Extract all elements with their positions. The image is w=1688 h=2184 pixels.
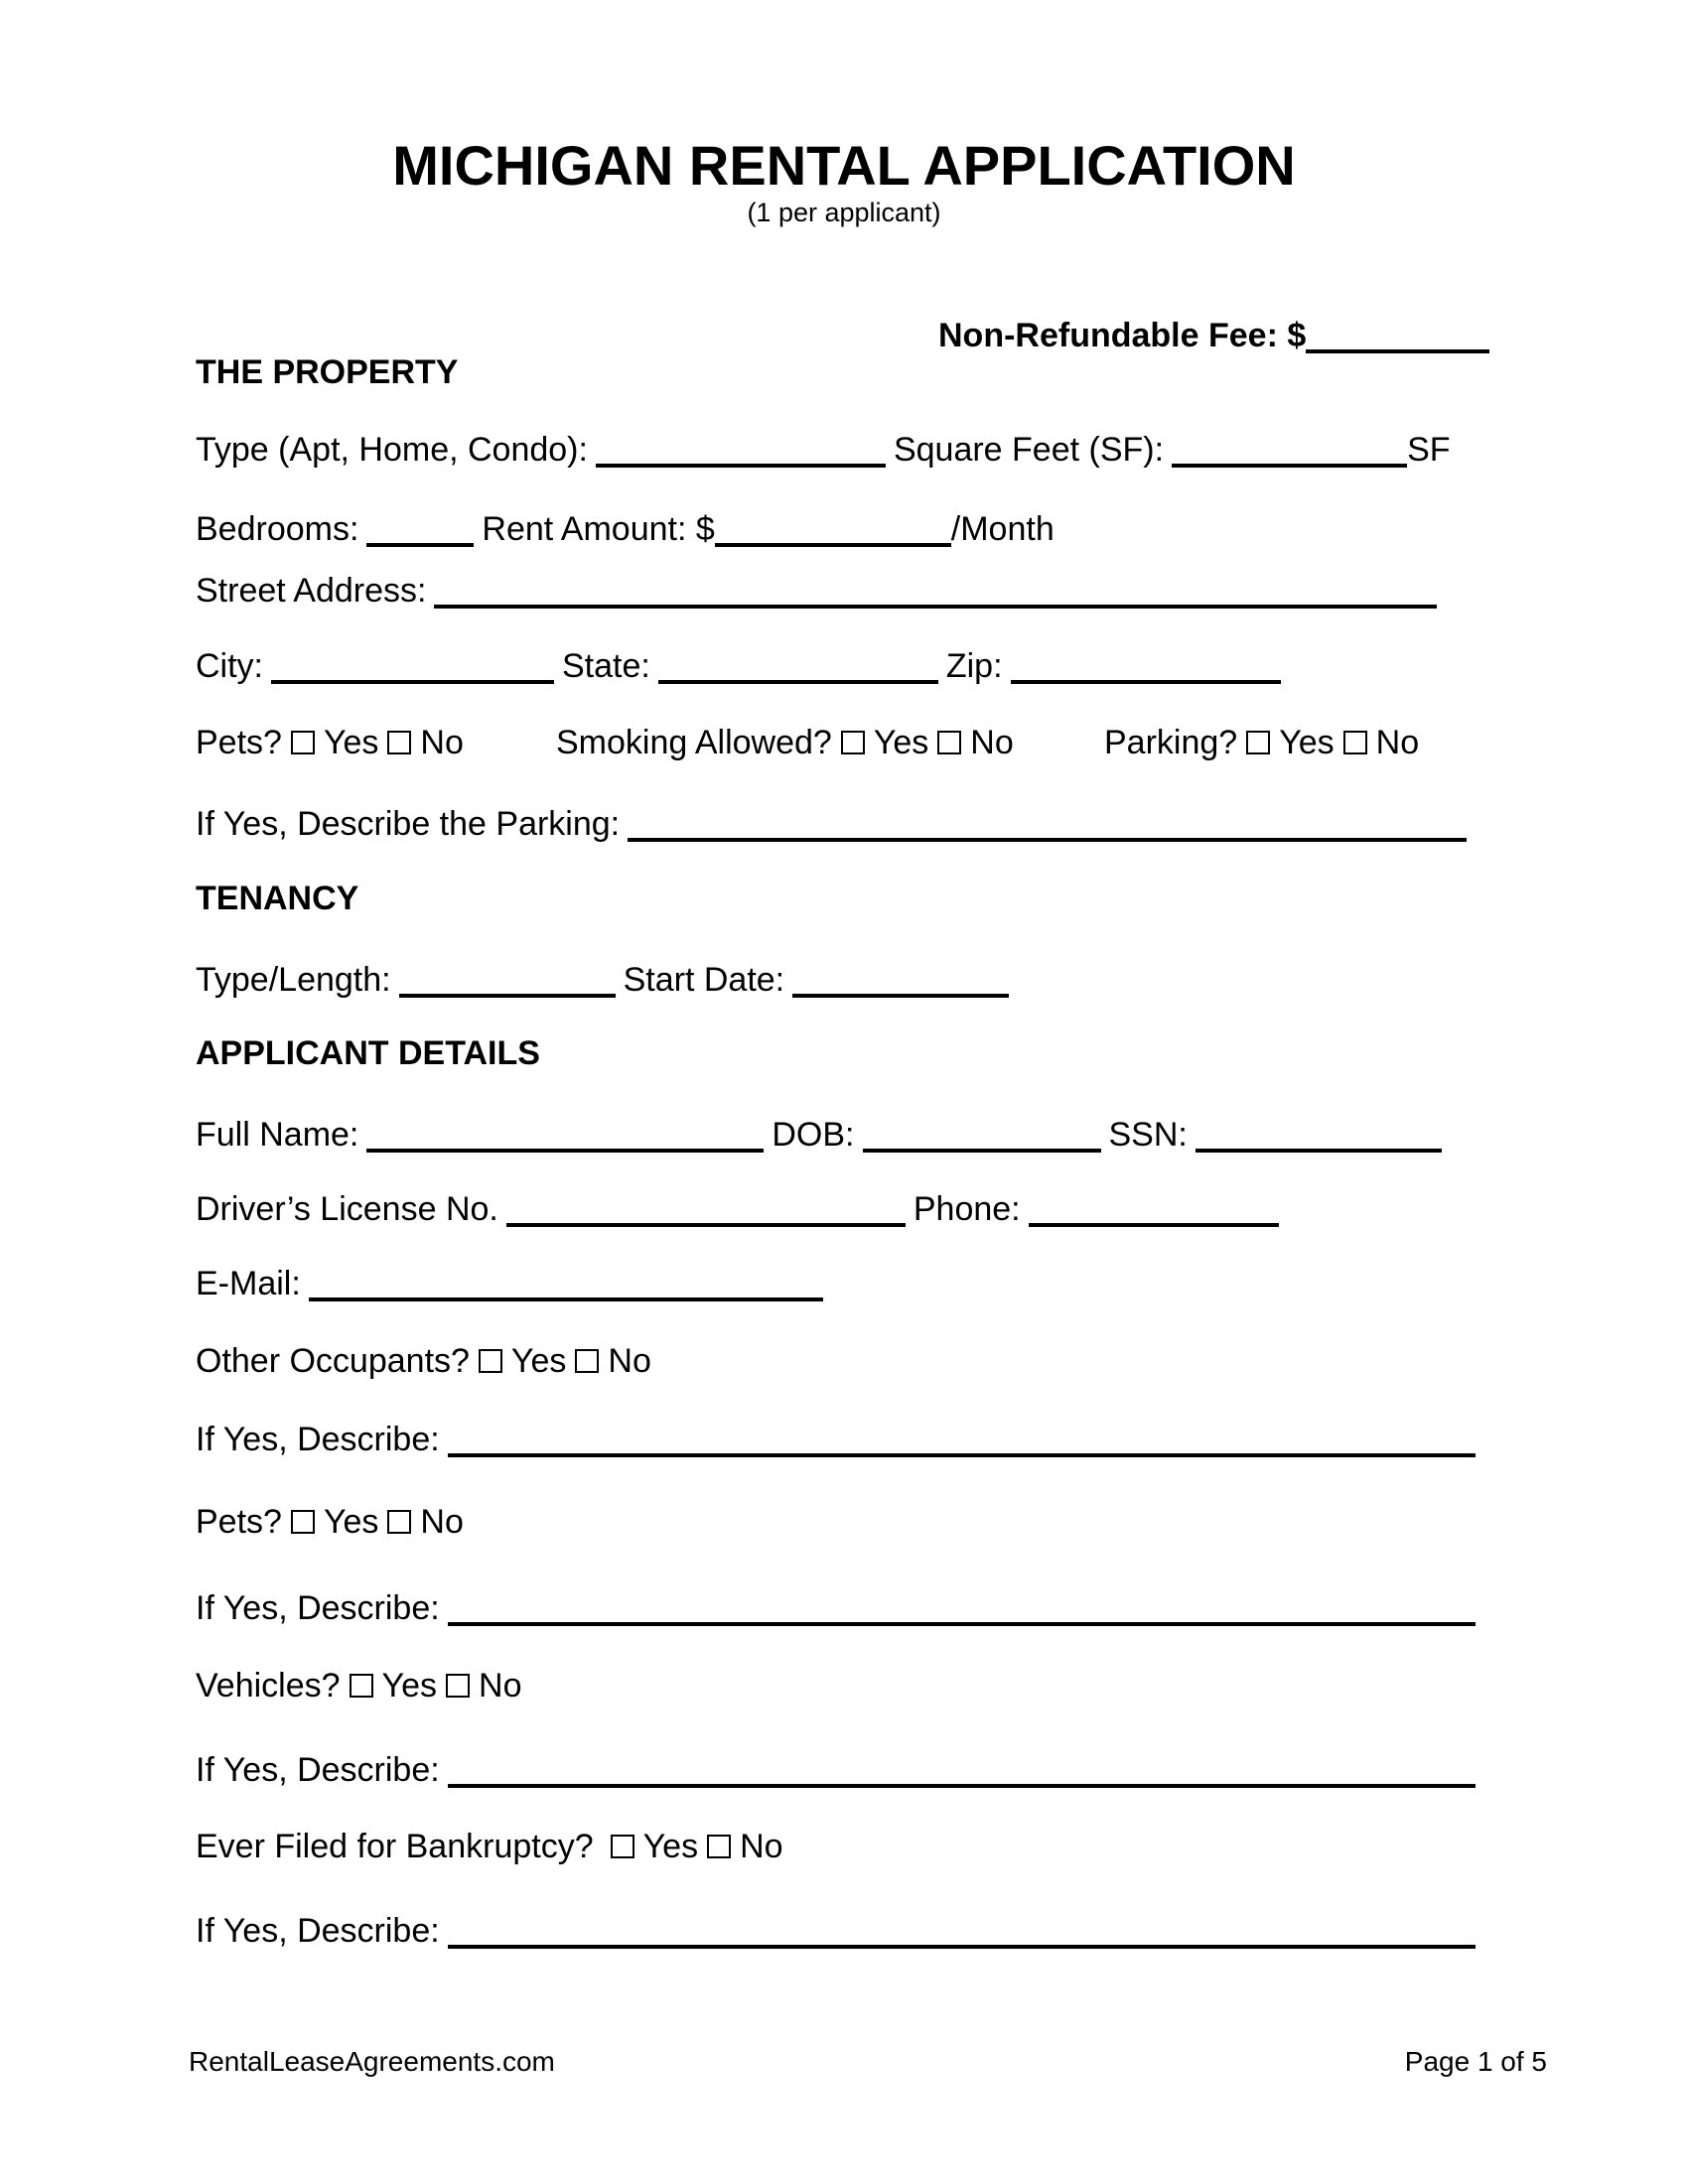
bankruptcy-describe-label: If Yes, Describe: bbox=[196, 1912, 440, 1950]
zip-field[interactable] bbox=[1011, 650, 1281, 684]
drivers-license-label: Driver’s License No. bbox=[196, 1190, 498, 1228]
city-field[interactable] bbox=[271, 650, 554, 684]
occupants-describe-label: If Yes, Describe: bbox=[196, 1421, 440, 1458]
other-occupants-label: Other Occupants? bbox=[196, 1342, 470, 1380]
email-field[interactable] bbox=[309, 1268, 823, 1301]
footer-page-number: Page 1 of 5 bbox=[1404, 2046, 1547, 2077]
vehicles-yes-checkbox[interactable] bbox=[350, 1674, 373, 1698]
applicant-pets-no-checkbox[interactable] bbox=[387, 1510, 411, 1534]
smoking-group bbox=[556, 722, 1014, 763]
fee-row bbox=[938, 313, 1497, 356]
pets-describe-label: If Yes, Describe: bbox=[196, 1589, 440, 1627]
dob-label: DOB: bbox=[772, 1116, 855, 1154]
rent-amount-label: Rent Amount: $ bbox=[482, 510, 715, 548]
occupants-description-field[interactable] bbox=[448, 1424, 1476, 1457]
tenancy-row bbox=[196, 957, 1017, 1001]
property-type-label: Type (Apt, Home, Condo): bbox=[196, 431, 588, 469]
smoking-yes-label: Yes bbox=[873, 724, 929, 761]
property-pets-no-checkbox[interactable] bbox=[387, 731, 411, 754]
bedrooms-field[interactable] bbox=[366, 513, 474, 547]
property-pets-group bbox=[196, 722, 464, 763]
parking-describe-label: If Yes, Describe the Parking: bbox=[196, 805, 621, 843]
bankruptcy-label: Ever Filed for Bankruptcy? bbox=[196, 1828, 594, 1865]
property-pets-yes-label: Yes bbox=[323, 724, 379, 761]
property-pets-label: Pets? bbox=[196, 724, 282, 761]
parking-yes-label: Yes bbox=[1279, 724, 1335, 761]
page-title: MICHIGAN RENTAL APPLICATION bbox=[392, 134, 1296, 197]
full-name-row bbox=[196, 1112, 1450, 1156]
bankruptcy-describe-row bbox=[196, 1908, 1483, 1952]
phone-field[interactable] bbox=[1029, 1193, 1279, 1227]
property-pets-no-label: No bbox=[420, 724, 464, 761]
smoking-yes-checkbox[interactable] bbox=[841, 731, 865, 754]
zip-label: Zip: bbox=[945, 647, 1003, 685]
property-pets-yes-checkbox[interactable] bbox=[291, 731, 315, 754]
state-label: State: bbox=[562, 647, 650, 685]
parking-no-checkbox[interactable] bbox=[1343, 731, 1367, 754]
fee-amount-field[interactable] bbox=[1306, 320, 1489, 353]
smoking-no-checkbox[interactable] bbox=[937, 731, 961, 754]
vehicles-describe-row bbox=[196, 1747, 1483, 1791]
tenancy-section-heading: TENANCY bbox=[196, 880, 359, 917]
drivers-license-field[interactable] bbox=[506, 1193, 906, 1227]
rent-amount-suffix: /Month bbox=[950, 510, 1055, 548]
bankruptcy-yes-checkbox[interactable] bbox=[611, 1835, 634, 1858]
vehicles-yes-label: Yes bbox=[381, 1667, 438, 1705]
fee-label: Non-Refundable Fee: $ bbox=[938, 317, 1307, 354]
pets-describe-row bbox=[196, 1585, 1483, 1629]
street-address-label: Street Address: bbox=[196, 572, 427, 610]
ssn-label: SSN: bbox=[1108, 1116, 1188, 1154]
applicant-pets-label: Pets? bbox=[196, 1503, 282, 1541]
applicant-pets-row bbox=[196, 1501, 464, 1543]
ssn-field[interactable] bbox=[1196, 1119, 1442, 1153]
vehicles-describe-label: If Yes, Describe: bbox=[196, 1751, 440, 1789]
property-type-row bbox=[196, 427, 1451, 471]
occupants-no-label: No bbox=[608, 1342, 651, 1380]
bedrooms-label: Bedrooms: bbox=[196, 510, 359, 548]
occupants-describe-row bbox=[196, 1417, 1483, 1460]
smoking-no-label: No bbox=[970, 724, 1014, 761]
vehicles-no-label: No bbox=[479, 1667, 522, 1705]
occupants-yes-checkbox[interactable] bbox=[479, 1349, 502, 1373]
email-row bbox=[196, 1261, 831, 1304]
square-feet-field[interactable] bbox=[1172, 434, 1407, 468]
rent-amount-field[interactable] bbox=[715, 513, 951, 547]
full-name-label: Full Name: bbox=[196, 1116, 359, 1154]
property-section-heading: THE PROPERTY bbox=[196, 353, 459, 391]
applicant-pets-yes-checkbox[interactable] bbox=[291, 1510, 315, 1534]
parking-group bbox=[1104, 722, 1419, 763]
email-label: E-Mail: bbox=[196, 1265, 301, 1302]
tenancy-type-length-label: Type/Length: bbox=[196, 961, 391, 999]
vehicles-no-checkbox[interactable] bbox=[446, 1674, 470, 1698]
start-date-field[interactable] bbox=[792, 964, 1009, 998]
property-type-field[interactable] bbox=[596, 434, 886, 468]
bankruptcy-description-field[interactable] bbox=[448, 1915, 1476, 1949]
street-address-row bbox=[196, 568, 1445, 612]
license-phone-row bbox=[196, 1186, 1287, 1230]
bankruptcy-no-label: No bbox=[740, 1828, 783, 1865]
square-feet-suffix: SF bbox=[1407, 431, 1451, 469]
other-occupants-row bbox=[196, 1340, 651, 1382]
page-subtitle: (1 per applicant) bbox=[747, 198, 941, 227]
footer-website: RentalLeaseAgreements.com bbox=[189, 2046, 555, 2077]
parking-description-field[interactable] bbox=[628, 808, 1467, 842]
phone-label: Phone: bbox=[913, 1190, 1021, 1228]
square-feet-label: Square Feet (SF): bbox=[893, 431, 1165, 469]
bankruptcy-row bbox=[196, 1826, 783, 1867]
vehicles-row bbox=[196, 1665, 521, 1706]
applicant-pets-no-label: No bbox=[420, 1503, 464, 1541]
vehicles-description-field[interactable] bbox=[448, 1754, 1476, 1788]
parking-yes-checkbox[interactable] bbox=[1246, 731, 1270, 754]
occupants-no-checkbox[interactable] bbox=[575, 1349, 599, 1373]
city-state-zip-row bbox=[196, 643, 1289, 687]
street-address-field[interactable] bbox=[434, 575, 1437, 609]
occupants-yes-label: Yes bbox=[510, 1342, 567, 1380]
vehicles-label: Vehicles? bbox=[196, 1667, 341, 1705]
parking-describe-row bbox=[196, 801, 1475, 845]
applicant-pets-yes-label: Yes bbox=[323, 1503, 379, 1541]
state-field[interactable] bbox=[658, 650, 938, 684]
city-label: City: bbox=[196, 647, 263, 685]
smoking-label: Smoking Allowed? bbox=[556, 724, 832, 761]
bankruptcy-no-checkbox[interactable] bbox=[707, 1835, 731, 1858]
bedrooms-rent-row bbox=[196, 506, 1055, 550]
applicant-section-heading: APPLICANT DETAILS bbox=[196, 1034, 540, 1072]
bankruptcy-yes-label: Yes bbox=[642, 1828, 699, 1865]
full-name-field[interactable] bbox=[366, 1119, 764, 1153]
dob-field[interactable] bbox=[863, 1119, 1101, 1153]
tenancy-type-length-field[interactable] bbox=[399, 964, 616, 998]
start-date-label: Start Date: bbox=[623, 961, 785, 999]
parking-no-label: No bbox=[1375, 724, 1420, 761]
parking-label: Parking? bbox=[1104, 724, 1238, 761]
pets-description-field[interactable] bbox=[448, 1592, 1476, 1626]
property-yesno-row bbox=[196, 722, 1536, 763]
